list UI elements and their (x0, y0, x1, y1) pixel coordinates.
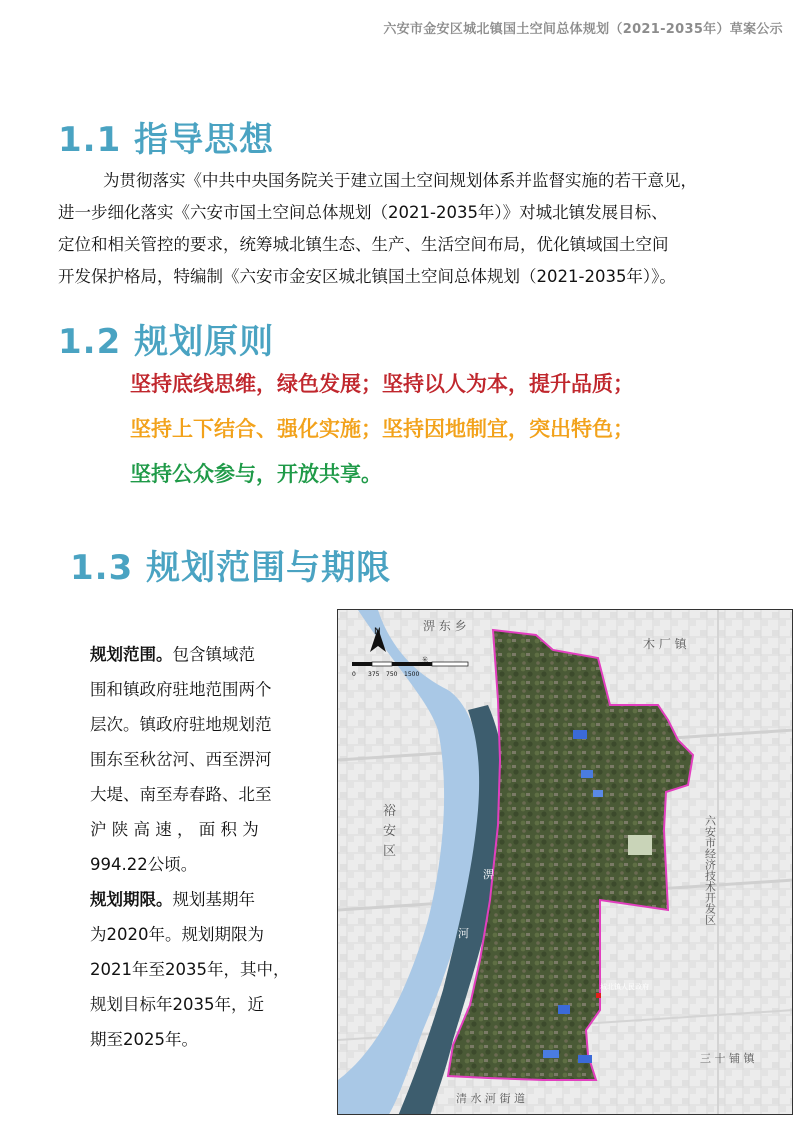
paragraph-line: 进一步细化落实《六安市国土空间总体规划（2021-2035年）》对城北镇发展目标、 (58, 203, 668, 222)
paragraph-line: 开发保护格局，特编制《六安市金安区城北镇国土空间总体规划（2021-2035年）》。 (58, 267, 676, 286)
scope-line: 沪 陕 高 速 ， 面 积 为 (90, 820, 259, 839)
heading-guiding-ideology: 1.1 指导思想 (58, 120, 275, 160)
guiding-ideology-paragraph (58, 165, 778, 293)
scope-line: 大堤、南至寿春路、北至 (90, 785, 272, 804)
period-line: 2021年至2035年，其中， (90, 960, 290, 979)
factory-roof (543, 1050, 559, 1058)
scope-text (90, 637, 300, 1057)
label-pidong: 淠 东 乡 (423, 619, 467, 633)
factory-roof (578, 1055, 592, 1063)
paragraph-line: 为贯彻落实《中共中央国务院关于建立国土空间规划体系并监督实施的若干意见， (103, 171, 697, 190)
scope-line: 994.22公顷。 (90, 855, 198, 874)
scope-line: 围东至秋岔河、西至淠河 (90, 750, 272, 769)
label-qingshuihe: 清 水 河 街 道 (456, 1092, 525, 1105)
factory-roof (558, 1005, 570, 1014)
svg-text:375: 375 (368, 671, 380, 678)
svg-text:N: N (374, 627, 381, 637)
period-line: 规划目标年2035年，近 (90, 995, 264, 1014)
svg-text:750: 750 (386, 671, 398, 678)
scope-label: 规划范围。 (90, 645, 173, 664)
label-kaifaqu: 六安市经济技术开发区 (703, 815, 717, 925)
label-muchang: 木 厂 镇 (643, 637, 687, 651)
label-yuan: 区 (383, 844, 397, 859)
heading-planning-principles: 1.2 规划原则 (58, 322, 275, 362)
principle-line-red: 坚持底线思维，绿色发展；坚持以人为本，提升品质； (130, 372, 634, 396)
bright-area (628, 835, 652, 855)
heading-scope-and-period: 1.3 规划范围与期限 (70, 548, 392, 588)
label-yuan: 裕 (383, 804, 397, 819)
planning-area-map (337, 609, 793, 1115)
label-sanshipu: 三 十 铺 镇 (700, 1052, 755, 1065)
period-line: 期至2025年。 (90, 1030, 198, 1049)
label-government: 城北镇人民政府 (600, 983, 649, 991)
scope-line: 规划范围。包含镇域范 (90, 645, 255, 664)
principle-line-green: 坚持公众参与，开放共享。 (130, 462, 382, 486)
period-label: 规划期限。 (90, 890, 173, 909)
scope-line: 层次。镇政府驻地规划范 (90, 715, 272, 734)
scope-line: 围和镇政府驻地范围两个 (90, 680, 272, 699)
government-marker (596, 993, 601, 998)
period-line: 规划期限。规划基期年 (90, 890, 255, 909)
paragraph-line: 定位和相关管控的要求，统筹城北镇生态、生产、生活空间布局，优化镇域国土空间 (58, 235, 669, 254)
label-yuan: 安 (383, 824, 397, 839)
period-line: 为2020年。规划期限为 (90, 925, 264, 944)
principle-line-orange: 坚持上下结合、强化实施；坚持因地制宜，突出特色； (130, 417, 634, 441)
factory-roof (573, 730, 587, 739)
svg-text:1500: 1500 (404, 671, 420, 678)
document-header: 六安市金安区城北镇国土空间总体规划（2021-2035年）草案公示 (383, 22, 783, 37)
label-pi-river: 河 (458, 927, 469, 940)
svg-text:0: 0 (352, 671, 356, 678)
label-pi-river: 淠 (483, 868, 494, 881)
factory-roof (581, 770, 593, 778)
factory-roof (593, 790, 603, 797)
svg-text:米: 米 (422, 657, 429, 664)
